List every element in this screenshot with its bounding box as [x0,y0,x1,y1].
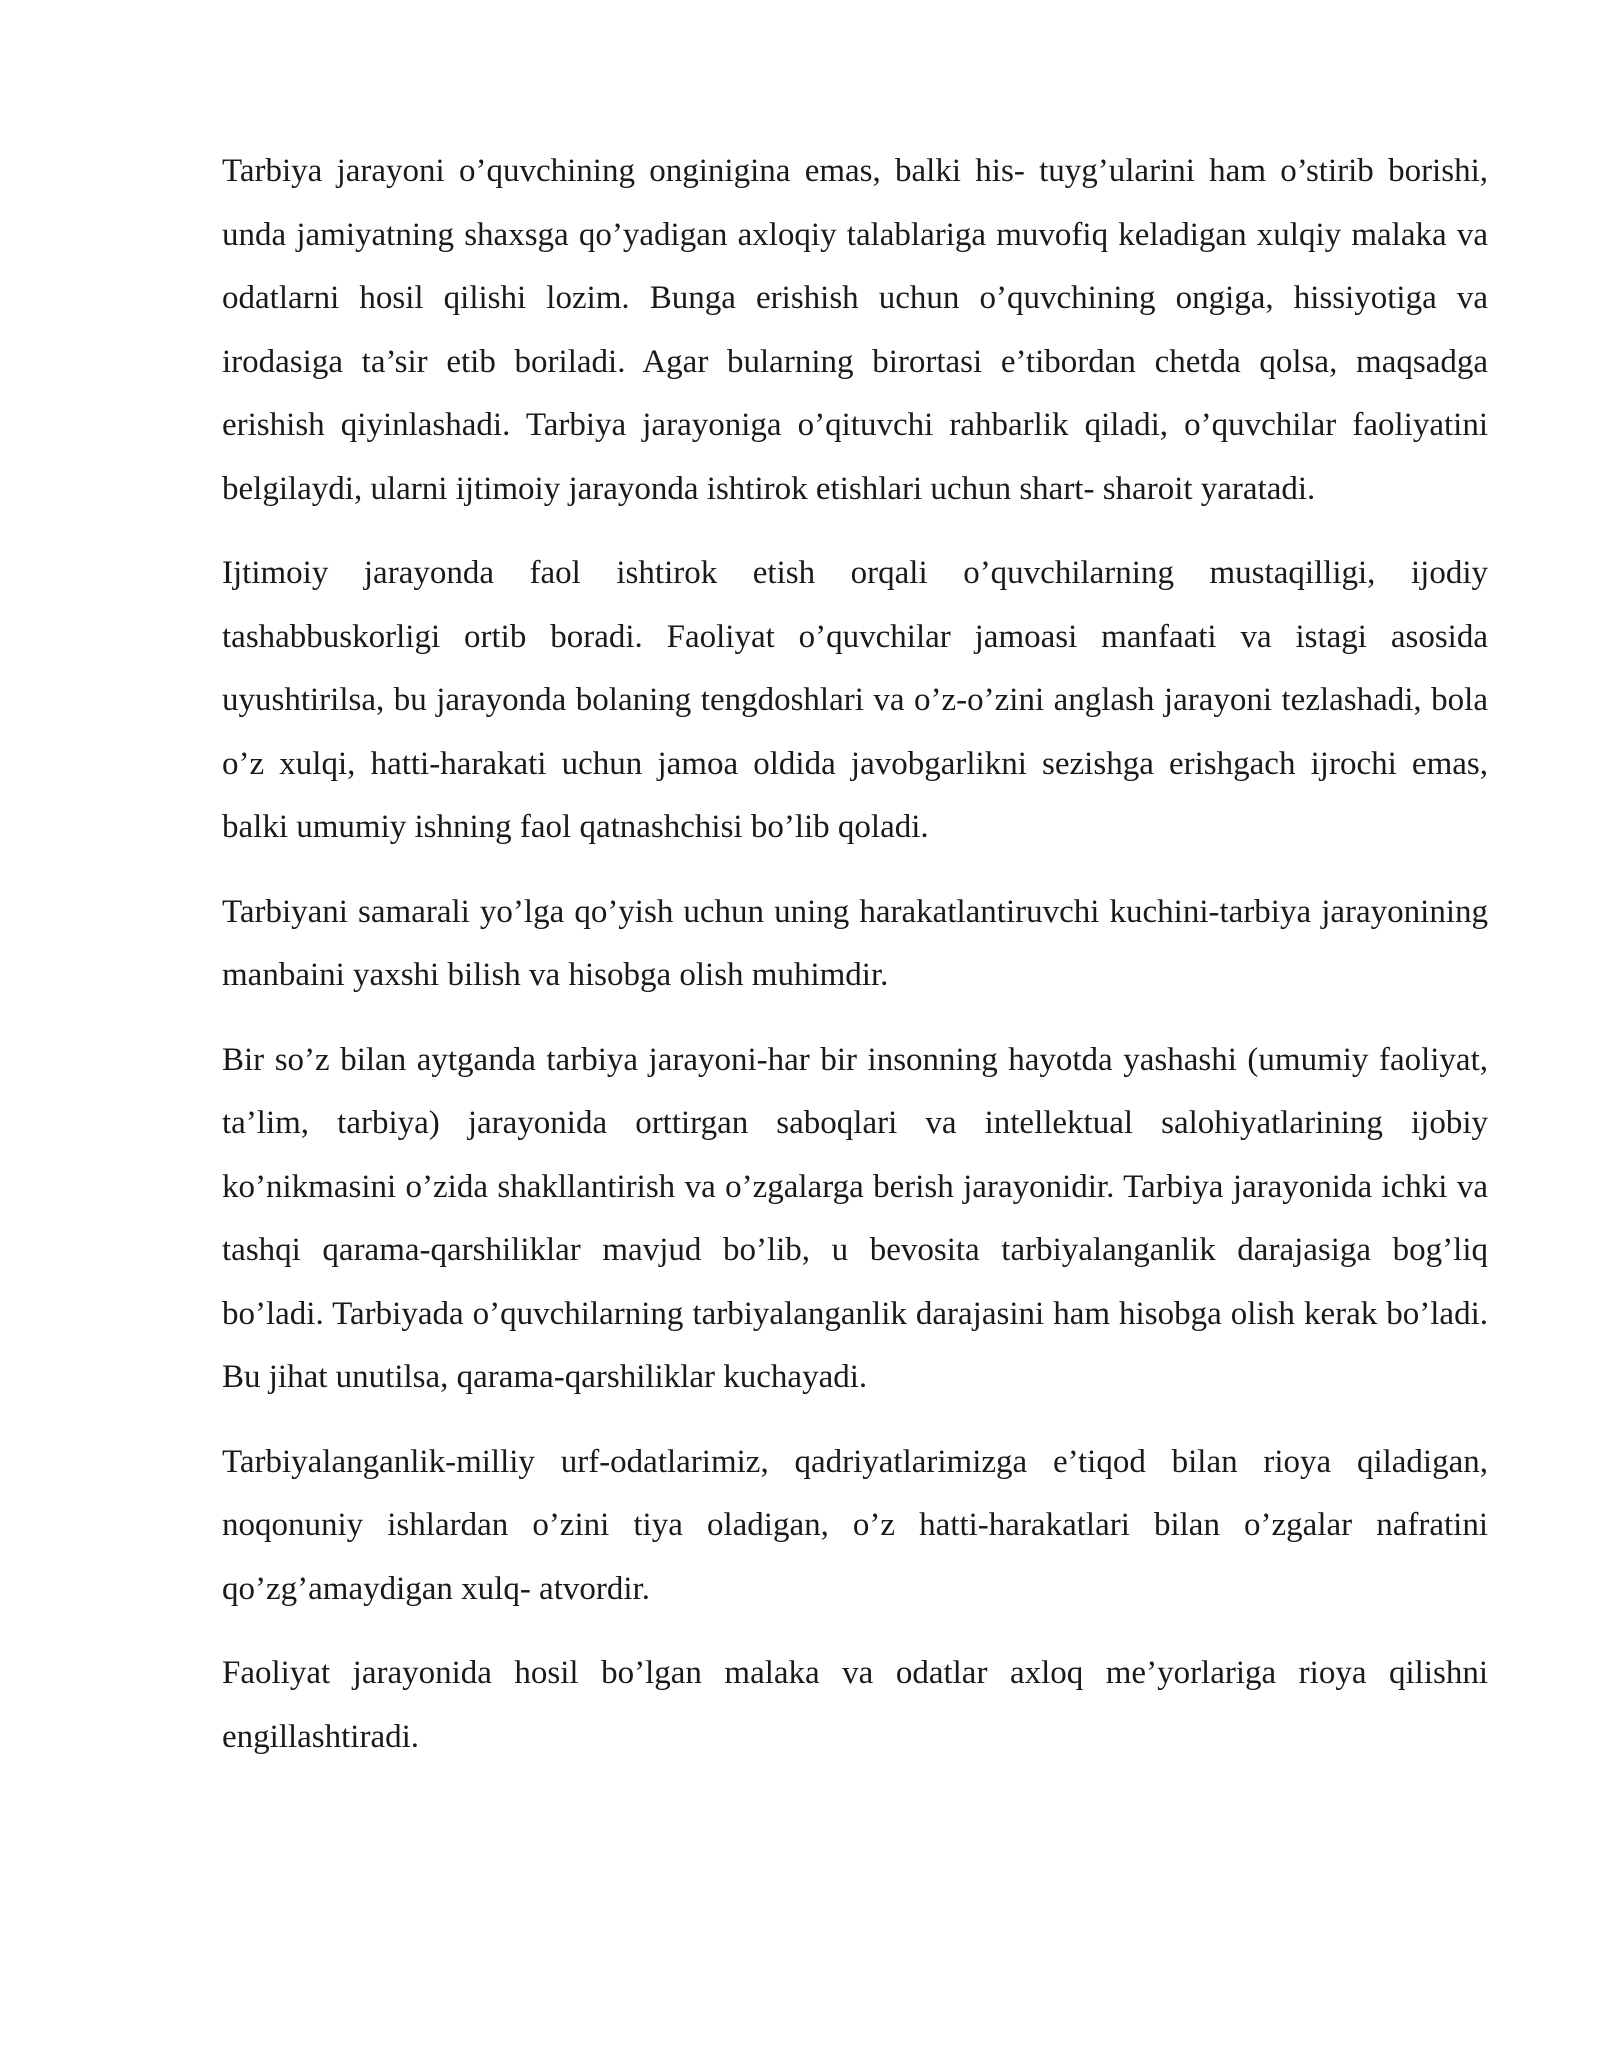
paragraph-1: Tarbiya jarayoni o’quvchining onginigina emas, balki his- tuyg’ularini ham o’stirib borishi, unda jamiyatning shaxsga qo’yadigan axloqiy talablariga muvofiq keladigan xulqiy malaka va odatlarni hosil qilishi lozim. Bunga erishish uchun o’quvchining ongiga, hissiyotiga va irodasiga ta’sir etib boriladi. Agar bularning birortasi e’tibordan chetda qolsa, maqsadga erishish qiyinlashadi. Tarbiya jarayoniga o’qituvchi rahbarlik qiladi, o’quvchilar faoliyatini belgilaydi, ularni ijtimoiy jarayonda ishtirok etishlari uchun shart- sharoit yaratadi. [222,153,1488,507]
paragraph-3: Tarbiyani samarali yo’lga qo’yish uchun uning harakatlantiruvchi kuchini-tarbiya jarayonining manbaini yaxshi bilish va hisobga olish muhimdir. [222,893,1488,993]
paragraph-4: Bir so’z bilan aytganda tarbiya jarayoni-har bir insonning hayotda yashashi (umumiy faoliyat, ta’lim, tarbiya) jarayonida orttirgan saboqlari va intellektual salohiyatlarining ijobiy ko’nikmasini o’zida shakllantirish va o’zgalarga berish jarayonidir. Tarbiya jarayonida ichki va tashqi qarama-qarshiliklar mavjud bo’lib, u bevosita tarbiyalanganlik darajasiga bog’liq bo’ladi. Tarbiyada o’quvchilarning tarbiyalanganlik darajasini ham hisobga olish kerak bo’ladi. Bu jihat unutilsa, qarama-qarshiliklar kuchayadi. [222,1041,1488,1395]
paragraph-5: Tarbiyalanganlik-milliy urf-odatlarimiz, qadriyatlarimizga e’tiqod bilan rioya qiladigan, noqonuniy ishlardan o’zini tiya oladigan, o’z hatti-harakatlari bilan o’zgalar nafratini qo’zg’amaydigan xulq- atvordir. [222,1443,1488,1607]
paragraph-6: Faoliyat jarayonida hosil bo’lgan malaka va odatlar axloq me’yorlariga rioya qilishni engillashtiradi. [222,1655,1488,1755]
paragraph-2: Ijtimoiy jarayonda faol ishtirok etish orqali o’quvchilarning mustaqilligi, ijodiy tashabbuskorligi ortib boradi. Faoliyat o’quvchilar jamoasi manfaati va istagi asosida uyushtirilsa, bu jarayonda bolaning tengdoshlari va o’z-o’zini anglash jarayoni tezlashadi, bola o’z xulqi, hatti-harakati uchun jamoa oldida javobgarlikni sezishga erishgach ijrochi emas, balki umumiy ishning faol qatnashchisi bo’lib qoladi. [222,555,1488,845]
document-page [222,140,1488,1790]
